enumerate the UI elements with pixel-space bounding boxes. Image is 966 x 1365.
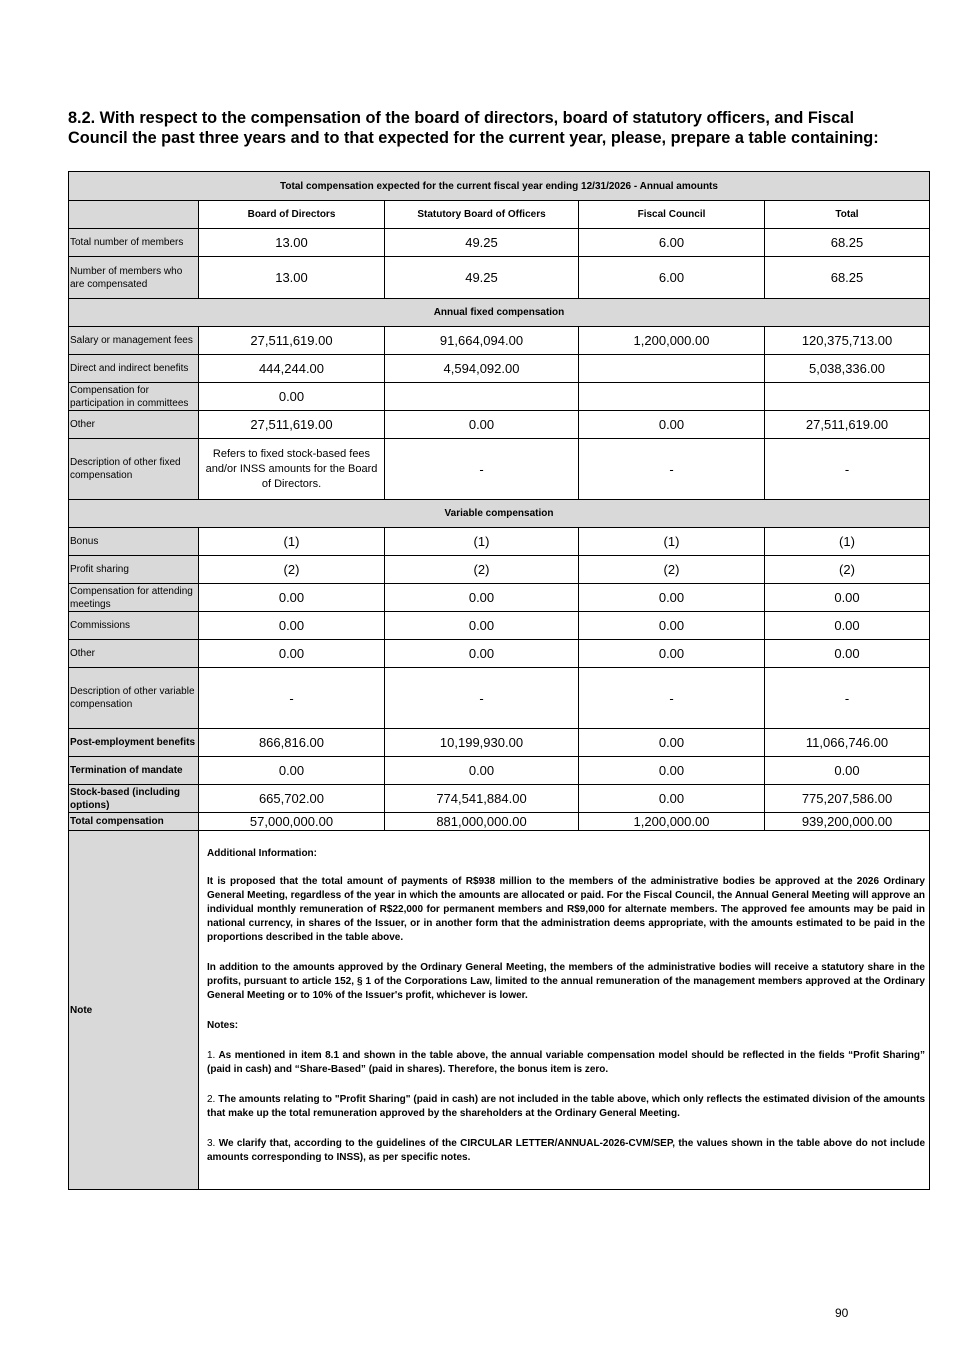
cell-value [385, 383, 579, 411]
cell-value: 0.00 [579, 785, 765, 813]
page-number: 90 [835, 1306, 849, 1320]
cell-value: (1) [765, 528, 930, 556]
table-row-total [69, 813, 930, 831]
cell-value: - [385, 668, 579, 729]
cell-value [579, 355, 765, 383]
note-row [69, 831, 930, 1190]
row-label: Direct and indirect benefits [69, 355, 199, 383]
cell-value: 13.00 [199, 229, 385, 257]
cell-value [765, 383, 930, 411]
note-number: 3. [207, 1138, 216, 1149]
row-label: Post-employment benefits [69, 729, 199, 757]
row-label: Description of other variable compensation [69, 668, 199, 729]
table-row [69, 668, 930, 729]
cell-value: - [385, 439, 579, 500]
note-item [207, 1093, 925, 1121]
cell-value: 27,511,619.00 [765, 411, 930, 439]
cell-value: - [765, 439, 930, 500]
row-label: Other [69, 640, 199, 668]
cell-value: 0.00 [199, 383, 385, 411]
note-text: The amounts relating to "Profit Sharing" (paid in cash) are not included in the table above, which only reflects the estimated division of the amounts that make up the total remuneration approved by the shareholders at the Ordinary General Meeting. [207, 1094, 926, 1119]
cell-description: Refers to fixed stock-based fees and/or INSS amounts for the Board of Directors. [199, 439, 385, 500]
row-label: Termination of mandate [69, 757, 199, 785]
row-label: Total number of members [69, 229, 199, 257]
cell-value: 49.25 [385, 257, 579, 299]
cell-value: 0.00 [385, 584, 579, 612]
cell-value: 0.00 [765, 612, 930, 640]
cell-value: (2) [765, 556, 930, 584]
cell-value: 0.00 [765, 584, 930, 612]
table-row [69, 757, 930, 785]
cell-value: - [765, 668, 930, 729]
cell-value: (1) [385, 528, 579, 556]
note-additional-title: Additional Information: [207, 848, 317, 859]
table-caption-row [69, 172, 930, 201]
cell-value: 57,000,000.00 [199, 813, 385, 831]
cell-value: 120,375,713.00 [765, 327, 930, 355]
cell-value: (2) [199, 556, 385, 584]
cell-value: 0.00 [385, 411, 579, 439]
cell-value: 0.00 [199, 612, 385, 640]
table-row [69, 355, 930, 383]
note-item [207, 1049, 925, 1077]
cell-value: 4,594,092.00 [385, 355, 579, 383]
table-row [69, 640, 930, 668]
section-heading: 8.2. With respect to the compensation of the board of directors, board of statutory officers, and Fiscal Council the past three years and to that expected for the current year, please, prepare a table containing: [68, 109, 879, 147]
col-header-total: Total [765, 201, 930, 229]
cell-value: (1) [199, 528, 385, 556]
cell-value: 0.00 [579, 411, 765, 439]
table-row [69, 383, 930, 411]
cell-value: 27,511,619.00 [199, 327, 385, 355]
cell-value: (2) [385, 556, 579, 584]
row-label: Total compensation [69, 813, 199, 831]
note-item [207, 1137, 925, 1165]
cell-value: 0.00 [765, 757, 930, 785]
table-row [69, 257, 930, 299]
note-content [199, 831, 930, 1190]
cell-value: 939,200,000.00 [765, 813, 930, 831]
cell-value: 0.00 [199, 757, 385, 785]
cell-value: - [199, 668, 385, 729]
note-label: Note [69, 831, 199, 1190]
table-row [69, 785, 930, 813]
cell-value: 68.25 [765, 229, 930, 257]
row-label: Stock-based (including options) [69, 785, 199, 813]
note-number: 2. [207, 1094, 216, 1105]
row-label: Number of members who are compensated [69, 257, 199, 299]
table-row [69, 327, 930, 355]
cell-value: 0.00 [385, 757, 579, 785]
cell-value: 13.00 [199, 257, 385, 299]
cell-value: 774,541,884.00 [385, 785, 579, 813]
cell-value: 0.00 [579, 757, 765, 785]
cell-value: 0.00 [579, 640, 765, 668]
cell-value: 0.00 [579, 584, 765, 612]
cell-value: 0.00 [199, 640, 385, 668]
table-row [69, 729, 930, 757]
cell-value: 0.00 [579, 729, 765, 757]
table-row [69, 612, 930, 640]
cell-value: 881,000,000.00 [385, 813, 579, 831]
section-row [69, 299, 930, 327]
row-label: Other [69, 411, 199, 439]
row-label: Description of other fixed compensation [69, 439, 199, 500]
cell-value: 1,200,000.00 [579, 813, 765, 831]
notes-title: Notes: [207, 1020, 239, 1031]
table-caption: Total compensation expected for the current fiscal year ending 12/31/2026 - Annual amounts [69, 172, 930, 201]
table-row [69, 528, 930, 556]
header-blank [69, 201, 199, 229]
cell-value: 775,207,586.00 [765, 785, 930, 813]
cell-value: 91,664,094.00 [385, 327, 579, 355]
cell-value: 866,816.00 [199, 729, 385, 757]
col-header-fiscal-council: Fiscal Council [579, 201, 765, 229]
column-header-row [69, 201, 930, 229]
note-paragraph: In addition to the amounts approved by the Ordinary General Meeting, the members of the administrative bodies will receive a statutory share in the profits, pursuant to article 152, § 1 of the Corporations Law, limited to the annual remuneration of the management members approved at the Ordinary General Meeting or to 10% of the Issuer's profit, whichever is lower. [207, 962, 925, 1001]
cell-value: - [579, 668, 765, 729]
cell-value: 10,199,930.00 [385, 729, 579, 757]
cell-value: 6.00 [579, 257, 765, 299]
section-fixed-compensation: Annual fixed compensation [69, 299, 930, 327]
cell-value: 1,200,000.00 [579, 327, 765, 355]
table-row [69, 584, 930, 612]
table-row [69, 229, 930, 257]
note-paragraph: It is proposed that the total amount of payments of R$938 million to the members of the administrative bodies be approved at the 2026 Ordinary General Meeting, regardless of the year in which the amounts are allocated or paid. For the Fiscal Council, the Annual General Meeting will approve an individual monthly remuneration of R$22,000 for permanent members and R$9,000 for alternate members. The approved fee amounts may be paid in national currency, in shares of the Issuer, or in another form that the administration deems appropriate, with the amounts estimated to be paid in the proportions described in the table above. [207, 876, 925, 943]
row-label: Salary or management fees [69, 327, 199, 355]
row-label: Commissions [69, 612, 199, 640]
cell-value: 6.00 [579, 229, 765, 257]
cell-value: (2) [579, 556, 765, 584]
cell-value: 0.00 [199, 584, 385, 612]
row-label: Profit sharing [69, 556, 199, 584]
cell-value: 11,066,746.00 [765, 729, 930, 757]
cell-value: 0.00 [385, 640, 579, 668]
table-row [69, 439, 930, 500]
cell-value: 5,038,336.00 [765, 355, 930, 383]
cell-value: 27,511,619.00 [199, 411, 385, 439]
row-label: Compensation for participation in committees [69, 383, 199, 411]
cell-value: 49.25 [385, 229, 579, 257]
table-row [69, 556, 930, 584]
cell-value: 444,244.00 [199, 355, 385, 383]
cell-value: 68.25 [765, 257, 930, 299]
section-row [69, 500, 930, 528]
cell-value: 0.00 [765, 640, 930, 668]
col-header-board-of-directors: Board of Directors [199, 201, 385, 229]
note-text: As mentioned in item 8.1 and shown in the table above, the annual variable compensation model should be reflected in the fields “Profit Sharing” (paid in cash) and “Share-Based” (paid in shares). Therefore, the bonus item is zero. [207, 1050, 925, 1075]
section-variable-compensation: Variable compensation [69, 500, 930, 528]
note-text: We clarify that, according to the guidelines of the CIRCULAR LETTER/ANNUAL-2026-CVM/SEP, the values shown in the table above do not include amounts corresponding to INSS), as per specific notes. [207, 1138, 926, 1163]
cell-value: 665,702.00 [199, 785, 385, 813]
col-header-statutory-board: Statutory Board of Officers [385, 201, 579, 229]
compensation-table [68, 171, 930, 1190]
cell-value: - [579, 439, 765, 500]
cell-value [579, 383, 765, 411]
table-row [69, 411, 930, 439]
cell-value: 0.00 [385, 612, 579, 640]
row-label: Bonus [69, 528, 199, 556]
cell-value: 0.00 [579, 612, 765, 640]
cell-value: (1) [579, 528, 765, 556]
row-label: Compensation for attending meetings [69, 584, 199, 612]
note-number: 1. [207, 1050, 216, 1061]
